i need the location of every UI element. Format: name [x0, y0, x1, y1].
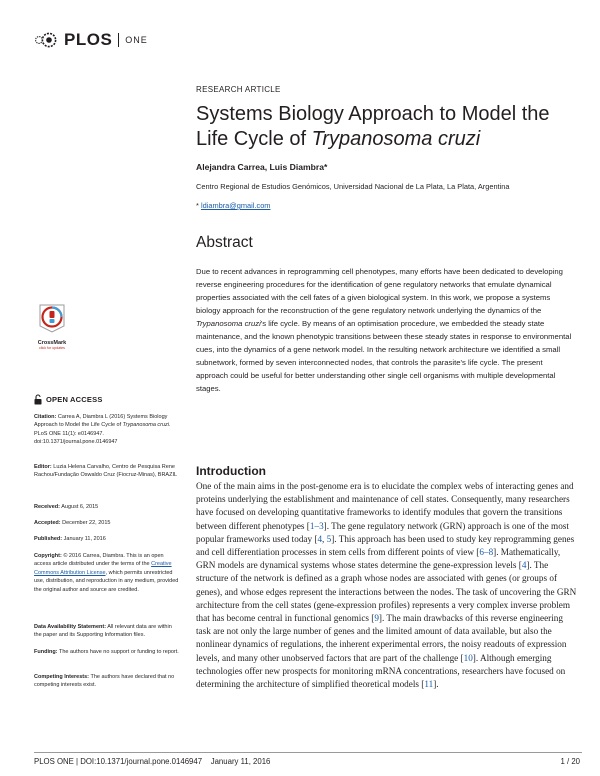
intro-text-6: ]. The structure of the network is defined as a graph whose nodes are associated with genes (or groups of genes), and whose edges represent the interactions between the nodes. The task of uncovering the GRN architecture from the cell states (gene-expression profiles) represents a very complex inverse problem that has become central in functional genomics [ — [196, 560, 577, 624]
citation-ref[interactable]: 10 — [463, 652, 473, 663]
accepted-label: Accepted: — [34, 520, 61, 526]
competing-interests-label: Competing Interests: — [34, 674, 90, 680]
published-date — [34, 535, 180, 543]
abstract-species: Trypanosoma cruzi — [196, 319, 261, 328]
intro-text-7: ]. The main drawbacks of this reverse engineering task are not only the large number of genes and the limited amount of data available, but also the nonlinear dynamics of regulations, the inherent experimental errors, the noisy readouts of expression levels, and many other unobserved factors that are part of the challenge [ — [196, 613, 567, 663]
journal-name: PLOS — [64, 30, 113, 49]
citation-ref[interactable]: 9 — [374, 613, 379, 624]
editor-text: Luzia Helena Carvalho, Centro de Pesquisa Rene Rachou/Fundação Oswaldo Cruz (Fiocruz-Minas), BRAZIL — [34, 464, 178, 479]
title-species: Trypanosoma cruzi — [311, 128, 481, 150]
funding-label: Funding: — [34, 649, 58, 655]
competing-interests-block — [34, 673, 180, 690]
editor-block — [34, 463, 180, 480]
article-title — [196, 102, 576, 152]
abstract-body — [196, 265, 576, 395]
crossmark-icon — [37, 302, 67, 334]
funding-text: The authors have no support or funding to report. — [58, 649, 179, 655]
intro-text-5: ]. Mathematically, GRN models are dynamical systems whose states determine the gene-expression levels [ — [196, 547, 561, 571]
citation-ref[interactable]: 11 — [424, 679, 434, 690]
funding-block — [34, 648, 180, 656]
citation-species: Trypanosoma cruzi — [122, 422, 170, 429]
abstract-heading: Abstract — [196, 234, 253, 251]
accepted-date — [34, 519, 180, 527]
copyright-block — [34, 552, 180, 594]
received-label: Received: — [34, 504, 60, 510]
logo-divider — [118, 33, 119, 47]
citation-ref[interactable]: 6–8 — [479, 547, 494, 558]
abstract-text-1: Due to recent advances in reprogramming cell phenotypes, many efforts have been dedicated to developing reverse engineering procedures for the identification of gene regulatory networks that emulate dynamical properties associated with the cell fates of a given biological system. In this work, we propose a systems biology approach for the reconstruction of the gene regulatory network underlying the dynamics of the — [196, 267, 563, 315]
crossmark-badge[interactable] — [34, 302, 70, 350]
intro-text-8: ]. Although emerging technologies offer new prospects for monitoring mRNA concentrations, researchers have focused on determining the architecture of simplified theoretical models [ — [196, 652, 566, 690]
intro-text-1: One of the main aims in the post-genome era is to elucidate the complex webs of interacting genes and proteins underlying the establishment and maintenance of cell states. Consequently, many researchers have focused on developing quantitative frameworks to identify modules that govern the transitions between different phenotypes [ — [196, 481, 574, 531]
citation-ref[interactable]: 4 — [521, 560, 527, 571]
open-access-text: OPEN ACCESS — [46, 395, 103, 404]
intro-text-3: , — [322, 533, 327, 544]
crossmark-label: CrossMark — [37, 340, 67, 346]
data-availability-block — [34, 623, 180, 640]
copyright-text-2: , which permits unrestricted use, distribution, and reproduction in any medium, provided the original author and source are credited. — [34, 569, 179, 593]
abstract-text-2: 's life cycle. By means of an optimisation procedure, we embedded the steady state maintenance, and the known phenotypic transitions between these steady states in response to environmental cues, into the dynamics of a gene network model. In the resulting network architecture we identified a small subnetwork, formed by seven interconnected nodes, that controls the parasite's life cycle. The present approach could be useful for better understanding other single cell organisms with multiple developmental stages. — [196, 319, 572, 393]
correspondence-marker: * — [196, 201, 201, 210]
license-link[interactable]: Creative Commons Attribution License — [34, 561, 172, 576]
copyright-label: Copyright: — [34, 553, 62, 559]
received-date — [34, 503, 180, 511]
open-access-label — [34, 394, 103, 405]
crossmark-sublabel: click for updates — [39, 346, 65, 350]
correspondence — [196, 201, 270, 210]
data-availability-text: All relevant data are within the paper and its Supporting Information files. — [34, 624, 172, 639]
open-lock-icon — [34, 394, 42, 405]
published-value: January 11, 2016 — [63, 536, 106, 542]
citation-ref[interactable]: 4 — [317, 533, 323, 544]
data-availability-label: Data Availability Statement: — [34, 624, 107, 630]
footer-divider — [34, 752, 582, 753]
citation-text: Carrea A, Diambra L (2016) Systems Biology Approach to Model the Life Cycle of — [34, 414, 168, 429]
accepted-value: December 22, 2015 — [62, 520, 111, 526]
copyright-text-1: © 2016 Carrea, Diambra. This is an open access article distributed under the terms of the — [34, 553, 164, 568]
intro-text-9: ]. — [433, 679, 439, 690]
citation-ref[interactable]: 1–3 — [309, 520, 324, 531]
journal-subname: ONE — [125, 35, 148, 45]
citation-ref[interactable]: 5 — [326, 533, 332, 544]
citation-label: Citation: — [34, 414, 57, 420]
introduction-body — [196, 480, 580, 691]
competing-interests-text: The authors have declared that no competing interests exist. — [34, 674, 175, 689]
intro-text-2: ]. The gene regulatory network (GRN) approach is one of the most popular frameworks used today [ — [196, 520, 569, 544]
footer-citation: PLOS ONE | DOI:10.1371/journal.pone.0146947 January 11, 2016 — [34, 757, 271, 766]
title-text: Systems Biology Approach to Model the Life Cycle of — [196, 103, 550, 150]
journal-logo[interactable] — [34, 30, 148, 50]
affiliation: Centro Regional de Estudios Genómicos, Universidad Nacional de La Plata, La Plata, Argentina — [196, 182, 510, 191]
citation-end: . PLoS ONE 11(1): e0146947. doi:10.1371/journal.pone.0146947 — [34, 422, 171, 446]
received-value: August 6, 2015 — [61, 504, 99, 510]
author-list: Alejandra Carrea, Luis Diambra* — [196, 162, 328, 172]
plos-logo-icon — [34, 30, 62, 50]
page-number: 1 / 20 — [560, 757, 580, 766]
article-type: RESEARCH ARTICLE — [196, 85, 281, 94]
editor-label: Editor: — [34, 464, 52, 470]
email-link[interactable]: ldiambra@gmail.com — [200, 201, 271, 210]
introduction-heading: Introduction — [196, 464, 266, 478]
citation-block — [34, 413, 180, 447]
intro-text-4: ]. This approach has been used to study key reprogramming genes and cell differentiation processes in stem cells from different points of view [ — [196, 533, 575, 558]
published-label: Published: — [34, 536, 63, 542]
